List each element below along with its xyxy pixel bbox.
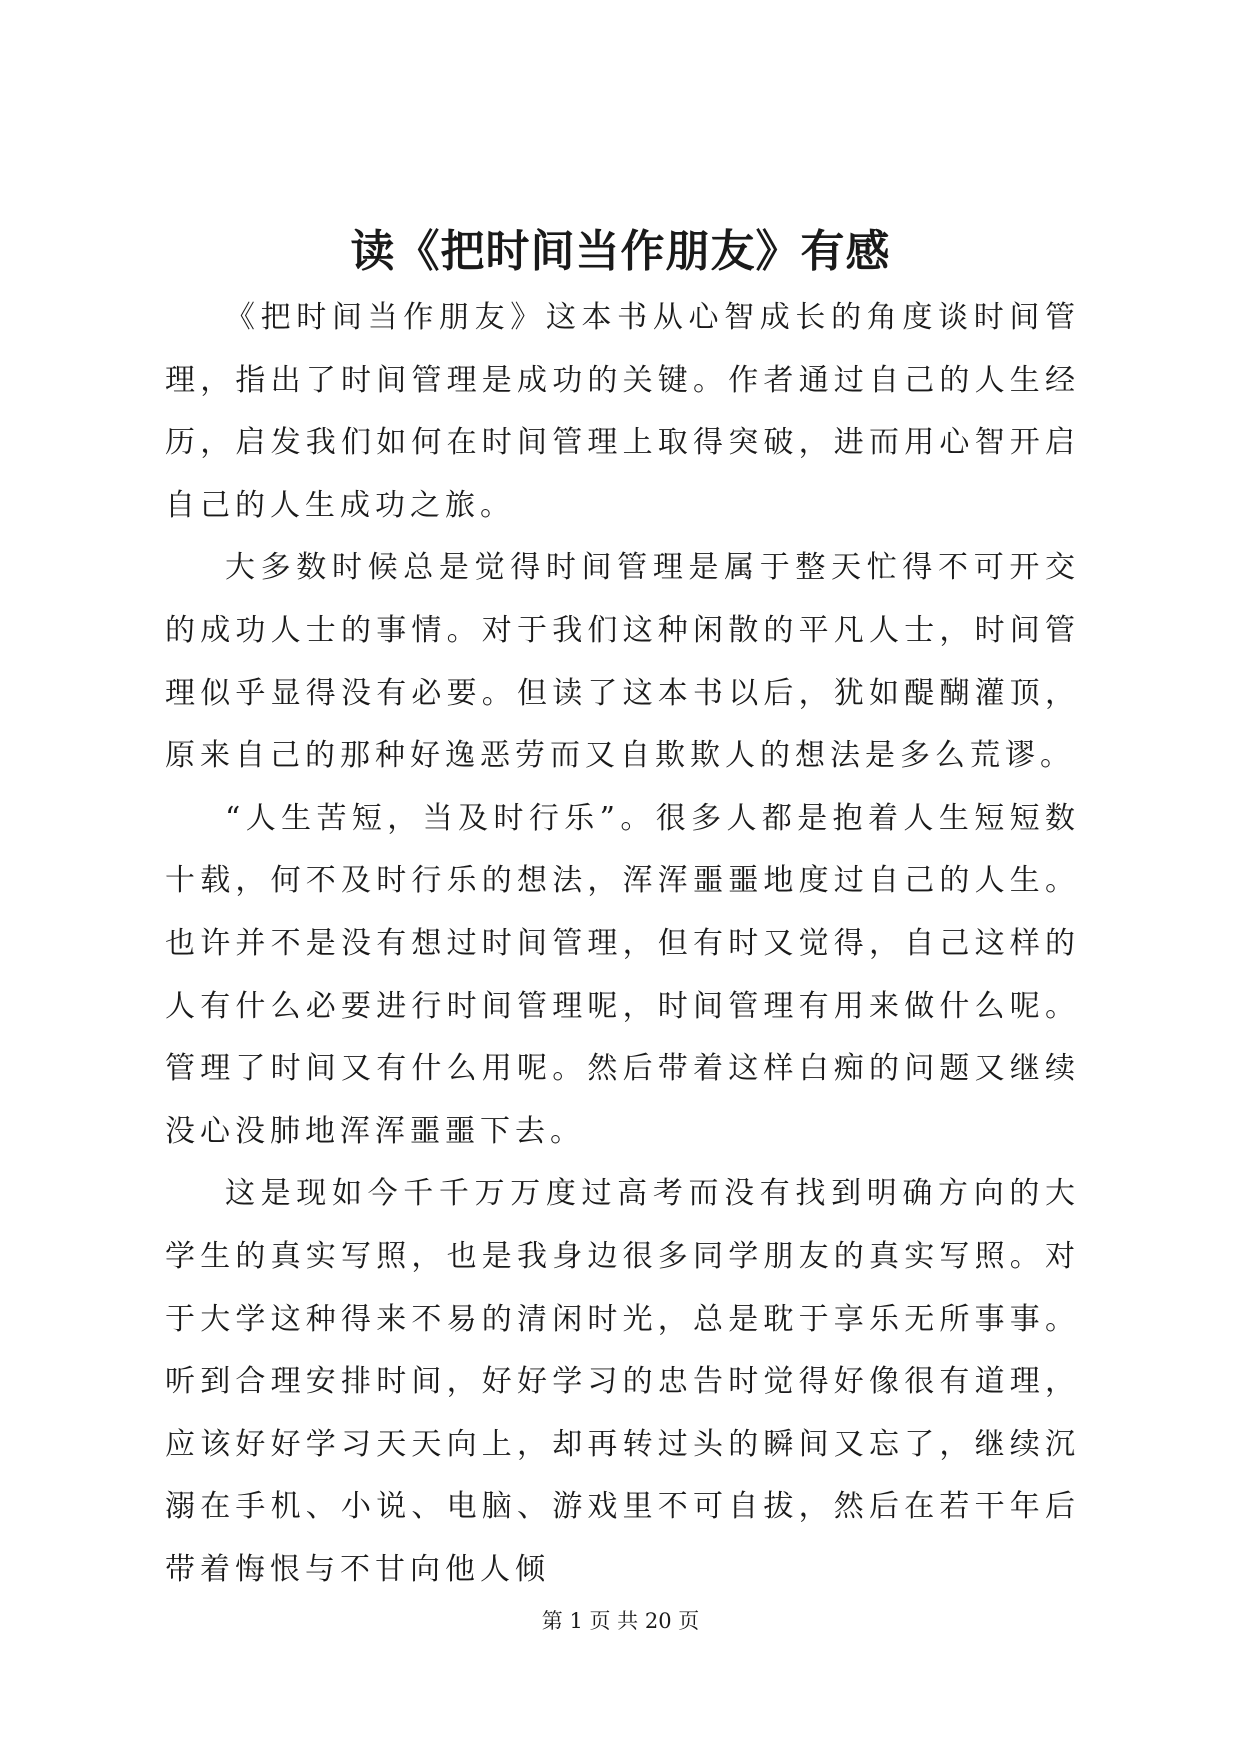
paragraph-3: “人生苦短，当及时行乐”。很多人都是抱着人生短短数十载，何不及时行乐的想法，浑浑噩噩地度过自己的人生。也许并不是没有想过时间管理，但有时又觉得，自己这样的人有什么必要进行时间管理呢，时间管理有用来做什么呢。管理了时间又有什么用呢。然后带着这样白痴的问题又继续没心没肺地浑浑噩噩下去。: [165, 800, 1080, 1149]
document-title: 读《把时间当作朋友》有感: [350, 226, 891, 277]
page-number-label: 第 1 页 共 20 页: [541, 1609, 700, 1633]
paragraph-4: 这是现如今千千万万度过高考而没有找到明确方向的大学生的真实写照，也是我身边很多同学朋友的真实写照。对于大学这种得来不易的清闲时光，总是耽于享乐无所事事。听到合理安排时间，好好学习的忠告时觉得好像很有道理，应该好好学习天天向上，却再转过头的瞬间又忘了，继续沉溺在手机、小说、电脑、游戏里不可自拔，然后在若干年后带着悔恨与不甘向他人倾: [165, 1176, 1080, 1587]
paragraph-1: 《把时间当作朋友》这本书从心智成长的角度谈时间管理，指出了时间管理是成功的关键。作者通过自己的人生经历，启发我们如何在时间管理上取得突破，进而用心智开启自己的人生成功之旅。: [165, 300, 1080, 523]
page-footer: [0, 1606, 1241, 1636]
document-body: [165, 287, 1080, 1601]
paragraph-2: 大多数时候总是觉得时间管理是属于整天忙得不可开交的成功人士的事情。对于我们这种闲散的平凡人士，时间管理似乎显得没有必要。但读了这本书以后，犹如醍醐灌顶，原来自己的那种好逸恶劳而又自欺欺人的想法是多么荒谬。: [165, 550, 1080, 774]
